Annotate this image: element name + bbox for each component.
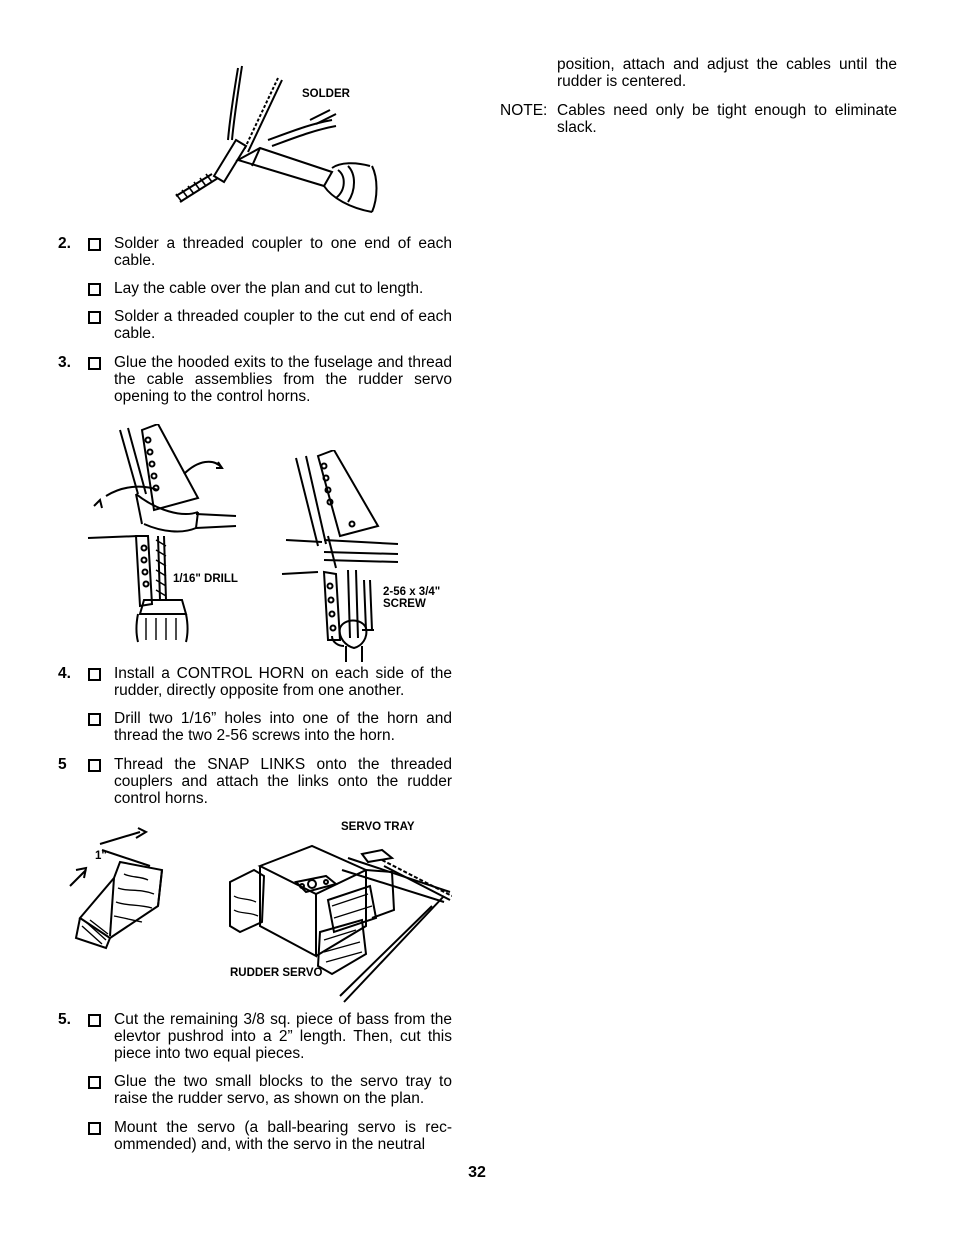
checkbox[interactable] — [88, 283, 101, 296]
drill-drawing — [86, 424, 266, 644]
step-5-sub-1 — [56, 1073, 452, 1107]
note-text: Cables need only be tight enough to eliminate slack. — [557, 102, 897, 136]
step-5-snap-links — [56, 756, 452, 807]
step-text: Solder a threaded coupler to the cut end of each cable. — [114, 308, 452, 342]
servo-tray-label: SERVO TRAY — [341, 821, 415, 833]
step-text: Drill two 1/16” holes into one of the horn and thread the two 2-56 screws into the horn. — [114, 710, 452, 744]
step-number: 3. — [58, 354, 71, 371]
step-2-sub-2 — [56, 308, 452, 342]
step-5-bass-blocks — [56, 1011, 452, 1062]
bass-block-drawing — [66, 826, 176, 952]
page-number: 32 — [468, 1164, 486, 1181]
soldering-drawing — [160, 62, 390, 214]
step-5-sub-2 — [56, 1119, 452, 1153]
step-text: Mount the servo (a ball-bearing servo is rec-ommended) and, with the servo in the neutral — [114, 1119, 452, 1153]
continuation-text: position, attach and adjust the cables until the rudder is centered. — [557, 56, 897, 90]
step-3 — [56, 354, 452, 405]
step-text: Solder a threaded coupler to one end of each cable. — [114, 235, 452, 269]
step-text: Glue the hooded exits to the fuselage and thread the cable assemblies from the rudder servo opening to the control horns. — [114, 354, 452, 405]
step-number: 4. — [58, 665, 71, 682]
checkbox[interactable] — [88, 1122, 101, 1135]
checkbox[interactable] — [88, 1076, 101, 1089]
soldering-illustration — [160, 62, 390, 214]
drill-label: 1/16" DRILL — [173, 573, 238, 585]
checkbox[interactable] — [88, 668, 101, 681]
screw-label-line1: 2-56 x 3/4" — [383, 586, 441, 598]
checkbox[interactable] — [88, 311, 101, 324]
step-4 — [56, 665, 452, 699]
screw-label-line2: SCREW — [383, 598, 426, 610]
step-text: Glue the two small blocks to the servo tray to raise the rudder servo, as shown on the plan. — [114, 1073, 452, 1107]
rudder-servo-label: RUDDER SERVO — [230, 967, 323, 979]
step-text: Cut the remaining 3/8 sq. piece of bass from the elevtor pushrod into a 2” length. Then, cut this piece into two equal pieces. — [114, 1011, 452, 1062]
one-inch-label: 1" — [95, 850, 107, 862]
checkbox[interactable] — [88, 238, 101, 251]
step-number: 5 — [58, 756, 67, 773]
bass-block-illustration — [66, 826, 176, 952]
checkbox[interactable] — [88, 759, 101, 772]
checkbox[interactable] — [88, 1014, 101, 1027]
control-horn-screw-illustration — [278, 450, 408, 662]
checkbox[interactable] — [88, 357, 101, 370]
step-text: Lay the cable over the plan and cut to length. — [114, 280, 424, 297]
note-label: NOTE: — [500, 102, 548, 119]
solder-label: SOLDER — [302, 88, 350, 100]
step-text: Install a CONTROL HORN on each side of the rudder, directly opposite from one another. — [114, 665, 452, 699]
screw-drawing — [278, 450, 408, 662]
step-4-sub-1 — [56, 710, 452, 744]
control-horn-drill-illustration — [86, 424, 266, 644]
step-number: 2. — [58, 235, 71, 252]
checkbox[interactable] — [88, 713, 101, 726]
step-2-sub-1 — [56, 280, 452, 297]
step-text: Thread the SNAP LINKS onto the threaded couplers and attach the links onto the rudder control horns. — [114, 756, 452, 807]
step-2 — [56, 235, 452, 269]
step-number: 5. — [58, 1011, 71, 1028]
